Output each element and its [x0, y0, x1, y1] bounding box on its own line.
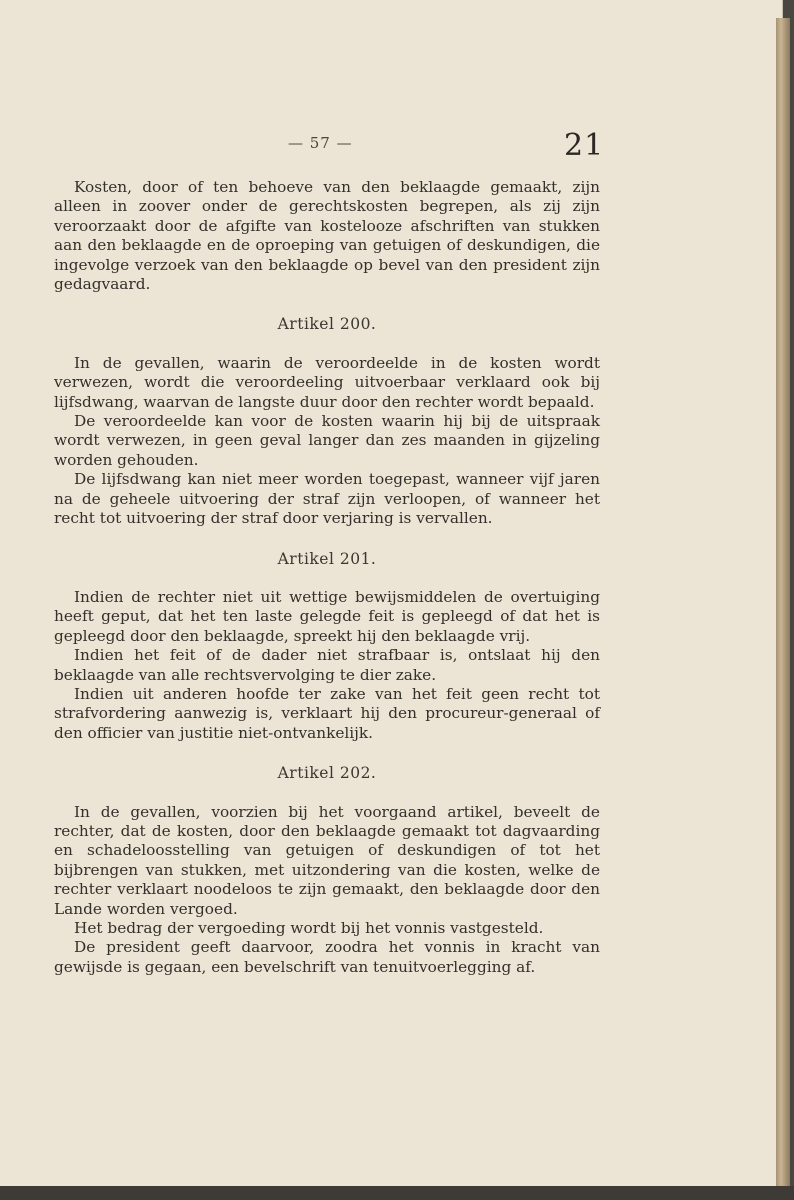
scan-background-bottom: [0, 1186, 794, 1200]
signature-number: 21: [564, 128, 605, 163]
page-number: — 57 —: [288, 134, 353, 152]
article-heading-201: Artikel 201.: [277, 549, 377, 568]
paragraph: In de gevallen, voorzien bij het voorgaand artikel, beveelt de rechter, dat de kosten, door den beklaagde gemaakt tot dagvaarding en schadeloosstelling van getuigen of deskundigen of tot het bijbrengen van stukken, met uitzondering van die kosten, welke de rechter verklaart noodeloos te zijn gemaakt, den beklaagde door den Lande worden vergoed.: [54, 802, 600, 918]
paragraph: Indien uit anderen hoofde ter zake van het feit geen recht tot strafvordering aanwezig is, verklaart hij den procureur-generaal of den officier van justitie niet-ontvankelijk.: [54, 684, 600, 742]
paragraph: Het bedrag der vergoeding wordt bij het vonnis vastgesteld.: [74, 919, 544, 937]
body-text: [54, 178, 600, 977]
article-heading-200: Artikel 200.: [277, 315, 377, 334]
paragraph: De president geeft daarvoor, zoodra het vonnis in kracht van gewijsde is gegaan, een bevelschrift van tenuitvoerlegging af.: [54, 938, 600, 976]
page-edge: [776, 18, 790, 1186]
paragraph: Indien de rechter niet uit wettige bewijsmiddelen de overtuiging heeft geput, dat het ten laste gelegde feit is gepleegd of dat het is gepleegd door den beklaagde, spreekt hij den beklaagde vrij.: [54, 587, 600, 645]
paragraph: Indien het feit of de dader niet strafbaar is, ontslaat hij den beklaagde van alle rechtsvervolging te dier zake.: [54, 646, 600, 684]
paragraph: In de gevallen, waarin de veroordeelde in de kosten wordt verwezen, wordt die veroordeeling uitvoerbaar verklaard ook bij lijfsdwang, waarvan de langste duur door den rechter wordt bepaald.: [54, 353, 600, 411]
paragraph: De veroordeelde kan voor de kosten waarin hij bij de uitspraak wordt verwezen, in geen geval langer dan zes maanden in gijzeling worden gehouden.: [54, 412, 600, 469]
article-heading-202: Artikel 202.: [277, 764, 377, 783]
paragraph: Kosten, door of ten behoeve van den beklaagde gemaakt, zijn alleen in zoover onder de gerechtskosten begrepen, als zij zijn veroorzaakt door de afgifte van kostelooze afschriften van stukken aan den beklaagde en de oproeping van getuigen of deskundigen, die ingevolge verzoek van den beklaagde op bevel van den president zijn gedagvaard.: [54, 178, 600, 294]
page-header: [0, 128, 782, 168]
paragraph: De lijfsdwang kan niet meer worden toegepast, wanneer vijf jaren na de geheele uitvoering der straf zijn verloopen, of wanneer het recht tot uitvoering der straf door verjaring is vervallen.: [54, 470, 600, 528]
